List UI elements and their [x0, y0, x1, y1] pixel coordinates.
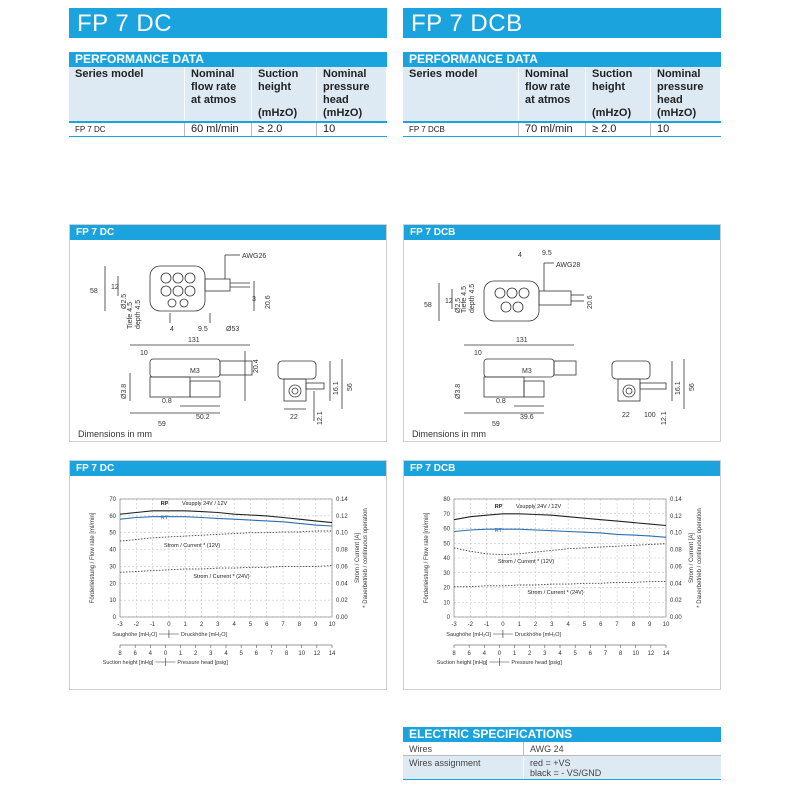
- dim-tiefe: Tiefe 4.5: [127, 302, 134, 329]
- dim-204: 20.4: [253, 359, 260, 373]
- section-header: PERFORMANCE DATA: [403, 52, 721, 67]
- x2-label-suction: Suction height [inHg]: [102, 660, 154, 666]
- y-tick-label: 0: [112, 615, 116, 621]
- x2-tick-label: 7: [269, 651, 274, 657]
- y-tick-label: 0: [446, 615, 450, 621]
- y2-tick-label: 0.14: [336, 497, 348, 503]
- x-tick-label: 5: [582, 622, 587, 628]
- spec-label: Wires: [403, 742, 524, 755]
- x2-tick-label: 4: [482, 651, 486, 657]
- dim-131: 131: [516, 337, 528, 344]
- cell-suction: ≥ 2.0: [252, 122, 317, 137]
- dim-d38: Ø3.8: [455, 383, 462, 399]
- y-axis-label: Förderleistung / Flow rate [ml/min]: [424, 512, 430, 604]
- annotation-24v: Strom / Current * (24V): [527, 589, 584, 596]
- x2-tick-label: 6: [254, 651, 258, 657]
- x-tick-label: 8: [297, 622, 302, 628]
- table-row: [403, 122, 721, 137]
- dim-d38: Ø3.8: [121, 383, 128, 399]
- pump-top-body: [484, 281, 539, 321]
- col-flow-rate: Nominal flow rate at atmos: [519, 67, 586, 122]
- x-tick-label: 4: [232, 622, 236, 628]
- col-suction-height: Suction height (mHzO): [252, 67, 317, 122]
- x-tick-label: 10: [662, 622, 670, 628]
- annotation-vsupply: Vsupply 24V / 12V: [515, 503, 562, 510]
- x-tick-label: 6: [265, 622, 269, 628]
- dim-tiefe: Tiefe 4.5: [461, 286, 468, 313]
- y-tick-label: 40: [443, 556, 450, 562]
- x2-tick-label: 8: [118, 651, 122, 657]
- y-tick-label: 10: [443, 600, 450, 607]
- x2-tick-label: 10: [632, 651, 640, 657]
- pump-end-body: [278, 361, 316, 379]
- x2-tick-label: 0: [497, 651, 502, 657]
- y-tick-label: 40: [109, 547, 116, 554]
- dim-08: 0.8: [162, 398, 172, 405]
- x2-tick-label: 12: [313, 651, 321, 657]
- dim-59: 59: [158, 421, 166, 427]
- x-tick-label: -2: [467, 622, 473, 628]
- x2-tick-label: 7: [603, 651, 608, 657]
- x2-tick-label: 10: [298, 651, 306, 657]
- cell-flow: 70 ml/min: [519, 122, 586, 137]
- dim-d53: Ø53: [226, 326, 240, 333]
- x-tick-label: 3: [216, 622, 220, 628]
- y2-axis-note: * Dauerbetrieb / continuous operation: [697, 508, 703, 608]
- x2-tick-label: 2: [528, 651, 532, 657]
- panel-header: FP 7 DCB: [404, 461, 720, 476]
- spec-value-line: red = +VS: [530, 758, 571, 768]
- dim-m3: M3: [190, 368, 200, 375]
- y-tick-label: 60: [443, 526, 450, 533]
- y-tick-label: 50: [109, 530, 116, 537]
- x2-tick-label: 1: [512, 651, 517, 657]
- performance-section-left: [69, 52, 387, 137]
- dim-22: 22: [622, 412, 630, 419]
- x-tick-label: 4: [566, 622, 570, 628]
- dim-12: 12: [111, 284, 119, 291]
- x-tick-label: -3: [117, 622, 123, 628]
- x2-tick-label: 14: [662, 651, 670, 657]
- dim-121: 12.1: [317, 411, 324, 425]
- y2-tick-label: 0.04: [336, 581, 348, 588]
- annotation-12v: Strom / Current * (12V): [164, 542, 221, 549]
- drawing-panel-right: [403, 224, 721, 442]
- dim-100: 100: [644, 412, 656, 419]
- col-pressure-head: Nominal pressure head (mHzO): [317, 67, 387, 122]
- y2-axis-label: Strom / Current [A]: [689, 532, 695, 584]
- dim-08: 0.8: [496, 398, 506, 405]
- series-line: [454, 544, 666, 555]
- pump-end-body: [612, 361, 650, 379]
- drawing-panel-left: [69, 224, 387, 442]
- annotation-rt: RT: [160, 515, 169, 522]
- performance-table: [403, 67, 721, 137]
- pump-side-body: [484, 359, 554, 377]
- dim-10: 10: [474, 350, 482, 357]
- x2-tick-label: 5: [239, 651, 243, 657]
- x2-tick-label: 14: [328, 651, 336, 657]
- drawing-caption: Dimensions in mm: [78, 429, 153, 439]
- dim-awg: AWG28: [556, 262, 581, 269]
- x2-tick-label: 2: [194, 651, 198, 657]
- cell-model: FP 7 DC: [69, 122, 185, 137]
- x-tick-label: 7: [615, 622, 619, 628]
- dim-161: 16.1: [333, 381, 340, 395]
- dim-d25: Ø2.5: [455, 297, 462, 313]
- chart-panel-right: [403, 460, 721, 690]
- x-tick-label: 2: [533, 622, 538, 628]
- spec-row-assignment: [403, 756, 721, 780]
- y-tick-label: 80: [443, 497, 450, 503]
- pump-side-body: [150, 359, 220, 377]
- dim-206: 20.6: [265, 295, 272, 309]
- y2-tick-label: 0.08: [336, 547, 348, 554]
- y-tick-label: 30: [109, 564, 116, 571]
- annotation-rp: RP: [160, 500, 169, 507]
- dim-396: 39.6: [520, 414, 534, 421]
- y2-tick-label: 0.02: [336, 598, 348, 605]
- y2-tick-label: 0.10: [670, 530, 682, 537]
- y2-axis-label: Strom / Current [A]: [355, 532, 361, 584]
- x-tick-label: -1: [483, 622, 490, 628]
- technical-drawing-dc: [70, 241, 386, 427]
- dim-22: 22: [290, 414, 298, 421]
- annotation-24v: Strom / Current * (24V): [193, 573, 250, 580]
- section-header: PERFORMANCE DATA: [69, 52, 387, 67]
- x-axis-label-pressure: Druckhöhe [mH₂O]: [180, 632, 228, 638]
- dim-56: 56: [689, 383, 696, 391]
- annotation-rp: RP: [494, 503, 503, 510]
- y2-tick-label: 0.06: [336, 564, 348, 571]
- y-tick-label: 30: [443, 570, 450, 577]
- x2-tick-label: 6: [133, 651, 137, 657]
- annotation-rt: RT: [494, 528, 503, 535]
- flow-chart-dc: [70, 477, 386, 689]
- x2-tick-label: 12: [647, 651, 655, 657]
- col-suction-height: Suction height (mHzO): [586, 67, 651, 122]
- dim-m3: M3: [522, 368, 532, 375]
- x-axis-label-suction: Saughöhe [mH₂O]: [446, 632, 491, 638]
- performance-table: [69, 67, 387, 137]
- panel-header: FP 7 DC: [70, 461, 386, 476]
- x2-label-suction: Suction height [inHg]: [436, 660, 488, 666]
- x-tick-label: 0: [501, 622, 505, 628]
- dim-502: 50.2: [196, 414, 210, 421]
- y2-tick-label: 0.14: [670, 497, 682, 503]
- x-tick-label: 7: [281, 622, 285, 628]
- dim-4: 4: [170, 326, 174, 333]
- series-line: [454, 582, 666, 587]
- y-tick-label: 70: [443, 511, 450, 518]
- flow-chart-dcb: [404, 477, 720, 689]
- dim-10: 10: [140, 350, 148, 357]
- y2-tick-label: 0.00: [670, 615, 682, 621]
- y2-tick-label: 0.06: [670, 564, 682, 571]
- panel-header: FP 7 DC: [70, 225, 386, 240]
- series-line: [454, 514, 666, 526]
- spec-value: [524, 756, 601, 779]
- x2-tick-label: 1: [178, 651, 183, 657]
- dim-121: 12.1: [661, 411, 668, 425]
- x-tick-label: 3: [550, 622, 554, 628]
- dim-56: 56: [347, 383, 354, 391]
- port-circle: [161, 273, 171, 283]
- table-row: [69, 122, 387, 137]
- cell-flow: 60 ml/min: [185, 122, 252, 137]
- spec-label: Wires assignment: [403, 756, 524, 779]
- x2-tick-label: 8: [284, 651, 289, 657]
- x-tick-label: 1: [183, 622, 187, 628]
- x2-tick-label: 4: [224, 651, 228, 657]
- x2-tick-label: 6: [588, 651, 592, 657]
- spec-row-wires: [403, 742, 721, 756]
- x2-tick-label: 8: [618, 651, 623, 657]
- y2-axis-note: * Dauerbetrieb / continuous operation: [363, 508, 369, 608]
- dim-131: 131: [188, 337, 200, 344]
- col-pressure-head: Nominal pressure head (mHzO): [651, 67, 721, 122]
- cell-model: FP 7 DCB: [403, 122, 519, 137]
- x-tick-label: 9: [648, 622, 652, 628]
- x2-tick-label: 5: [573, 651, 577, 657]
- page-title-left: FP 7 DC: [69, 8, 387, 38]
- dim-depth: depth 4.5: [469, 283, 476, 313]
- x-tick-label: 2: [199, 622, 204, 628]
- y-tick-label: 20: [109, 581, 116, 588]
- dim-12: 12: [445, 298, 453, 305]
- dim-58: 58: [424, 302, 432, 309]
- y2-tick-label: 0.00: [336, 615, 348, 621]
- dim-4: 4: [518, 252, 522, 259]
- x2-tick-label: 3: [543, 651, 547, 657]
- technical-drawing-dcb: [404, 241, 720, 427]
- dim-58: 58: [90, 288, 98, 295]
- x-tick-label: 5: [248, 622, 253, 628]
- performance-section-right: [403, 52, 721, 137]
- x2-label-pressure: Pressure head [psig]: [177, 660, 228, 666]
- annotation-vsupply: Vsupply 24V / 12V: [181, 500, 228, 507]
- x2-tick-label: 0: [163, 651, 168, 657]
- dim-depth: depth 4.5: [135, 299, 142, 329]
- chart-panel-left: [69, 460, 387, 690]
- col-series-model: Series model: [403, 67, 519, 122]
- dim-awg: AWG26: [242, 253, 267, 260]
- dim-59: 59: [492, 421, 500, 427]
- x-tick-label: 1: [517, 622, 521, 628]
- y2-tick-label: 0.12: [670, 513, 682, 520]
- x-axis-label-pressure: Druckhöhe [mH₂O]: [514, 632, 562, 638]
- col-flow-rate: Nominal flow rate at atmos: [185, 67, 252, 122]
- y2-tick-label: 0.10: [336, 530, 348, 537]
- series-line: [120, 517, 332, 526]
- series-line: [454, 529, 666, 537]
- x2-label-pressure: Pressure head [psig]: [511, 660, 562, 666]
- x-tick-label: 0: [167, 622, 171, 628]
- spec-value: AWG 24: [530, 744, 564, 754]
- electric-specs: [403, 727, 721, 780]
- y-tick-label: 50: [443, 541, 450, 548]
- x2-tick-label: 3: [209, 651, 213, 657]
- y-axis-label: Förderleistung / Flow rate [ml/min]: [90, 512, 96, 604]
- y-tick-label: 20: [443, 585, 450, 592]
- y2-tick-label: 0.04: [670, 581, 682, 588]
- y2-tick-label: 0.08: [670, 547, 682, 554]
- drawing-caption: Dimensions in mm: [412, 429, 487, 439]
- x2-tick-label: 6: [467, 651, 471, 657]
- dim-d25: Ø2.5: [121, 293, 128, 309]
- section-header: ELECTRIC SPECIFICATIONS: [403, 727, 721, 742]
- x-tick-label: 6: [599, 622, 603, 628]
- x-axis-label-suction: Saughöhe [mH₂O]: [112, 632, 157, 638]
- x-tick-label: 9: [314, 622, 318, 628]
- dim-3: 3: [252, 296, 256, 303]
- cell-pressure: 10: [651, 122, 721, 137]
- panel-header: FP 7 DCB: [404, 225, 720, 240]
- y2-tick-label: 0.02: [670, 598, 682, 605]
- cell-suction: ≥ 2.0: [586, 122, 651, 137]
- dim-95: 9.5: [198, 326, 208, 333]
- y-tick-label: 70: [109, 497, 116, 503]
- y-tick-label: 10: [109, 598, 116, 605]
- x-tick-label: 8: [631, 622, 636, 628]
- dim-161: 16.1: [675, 381, 682, 395]
- spec-value-line: black = - VS/GND: [530, 768, 602, 778]
- x-tick-label: -3: [451, 622, 457, 628]
- x-tick-label: 10: [328, 622, 336, 628]
- x-tick-label: -1: [149, 622, 156, 628]
- cell-pressure: 10: [317, 122, 387, 137]
- x2-tick-label: 4: [558, 651, 562, 657]
- dim-95: 9.5: [542, 250, 552, 257]
- y2-tick-label: 0.12: [336, 513, 348, 520]
- x2-tick-label: 4: [148, 651, 152, 657]
- y-tick-label: 60: [109, 513, 116, 520]
- annotation-12v: Strom / Current * (12V): [498, 558, 555, 565]
- x-tick-label: -2: [133, 622, 139, 628]
- x2-tick-label: 8: [452, 651, 456, 657]
- col-series-model: Series model: [69, 67, 185, 122]
- page-title-right: FP 7 DCB: [403, 8, 721, 38]
- dim-206: 20.6: [587, 295, 594, 309]
